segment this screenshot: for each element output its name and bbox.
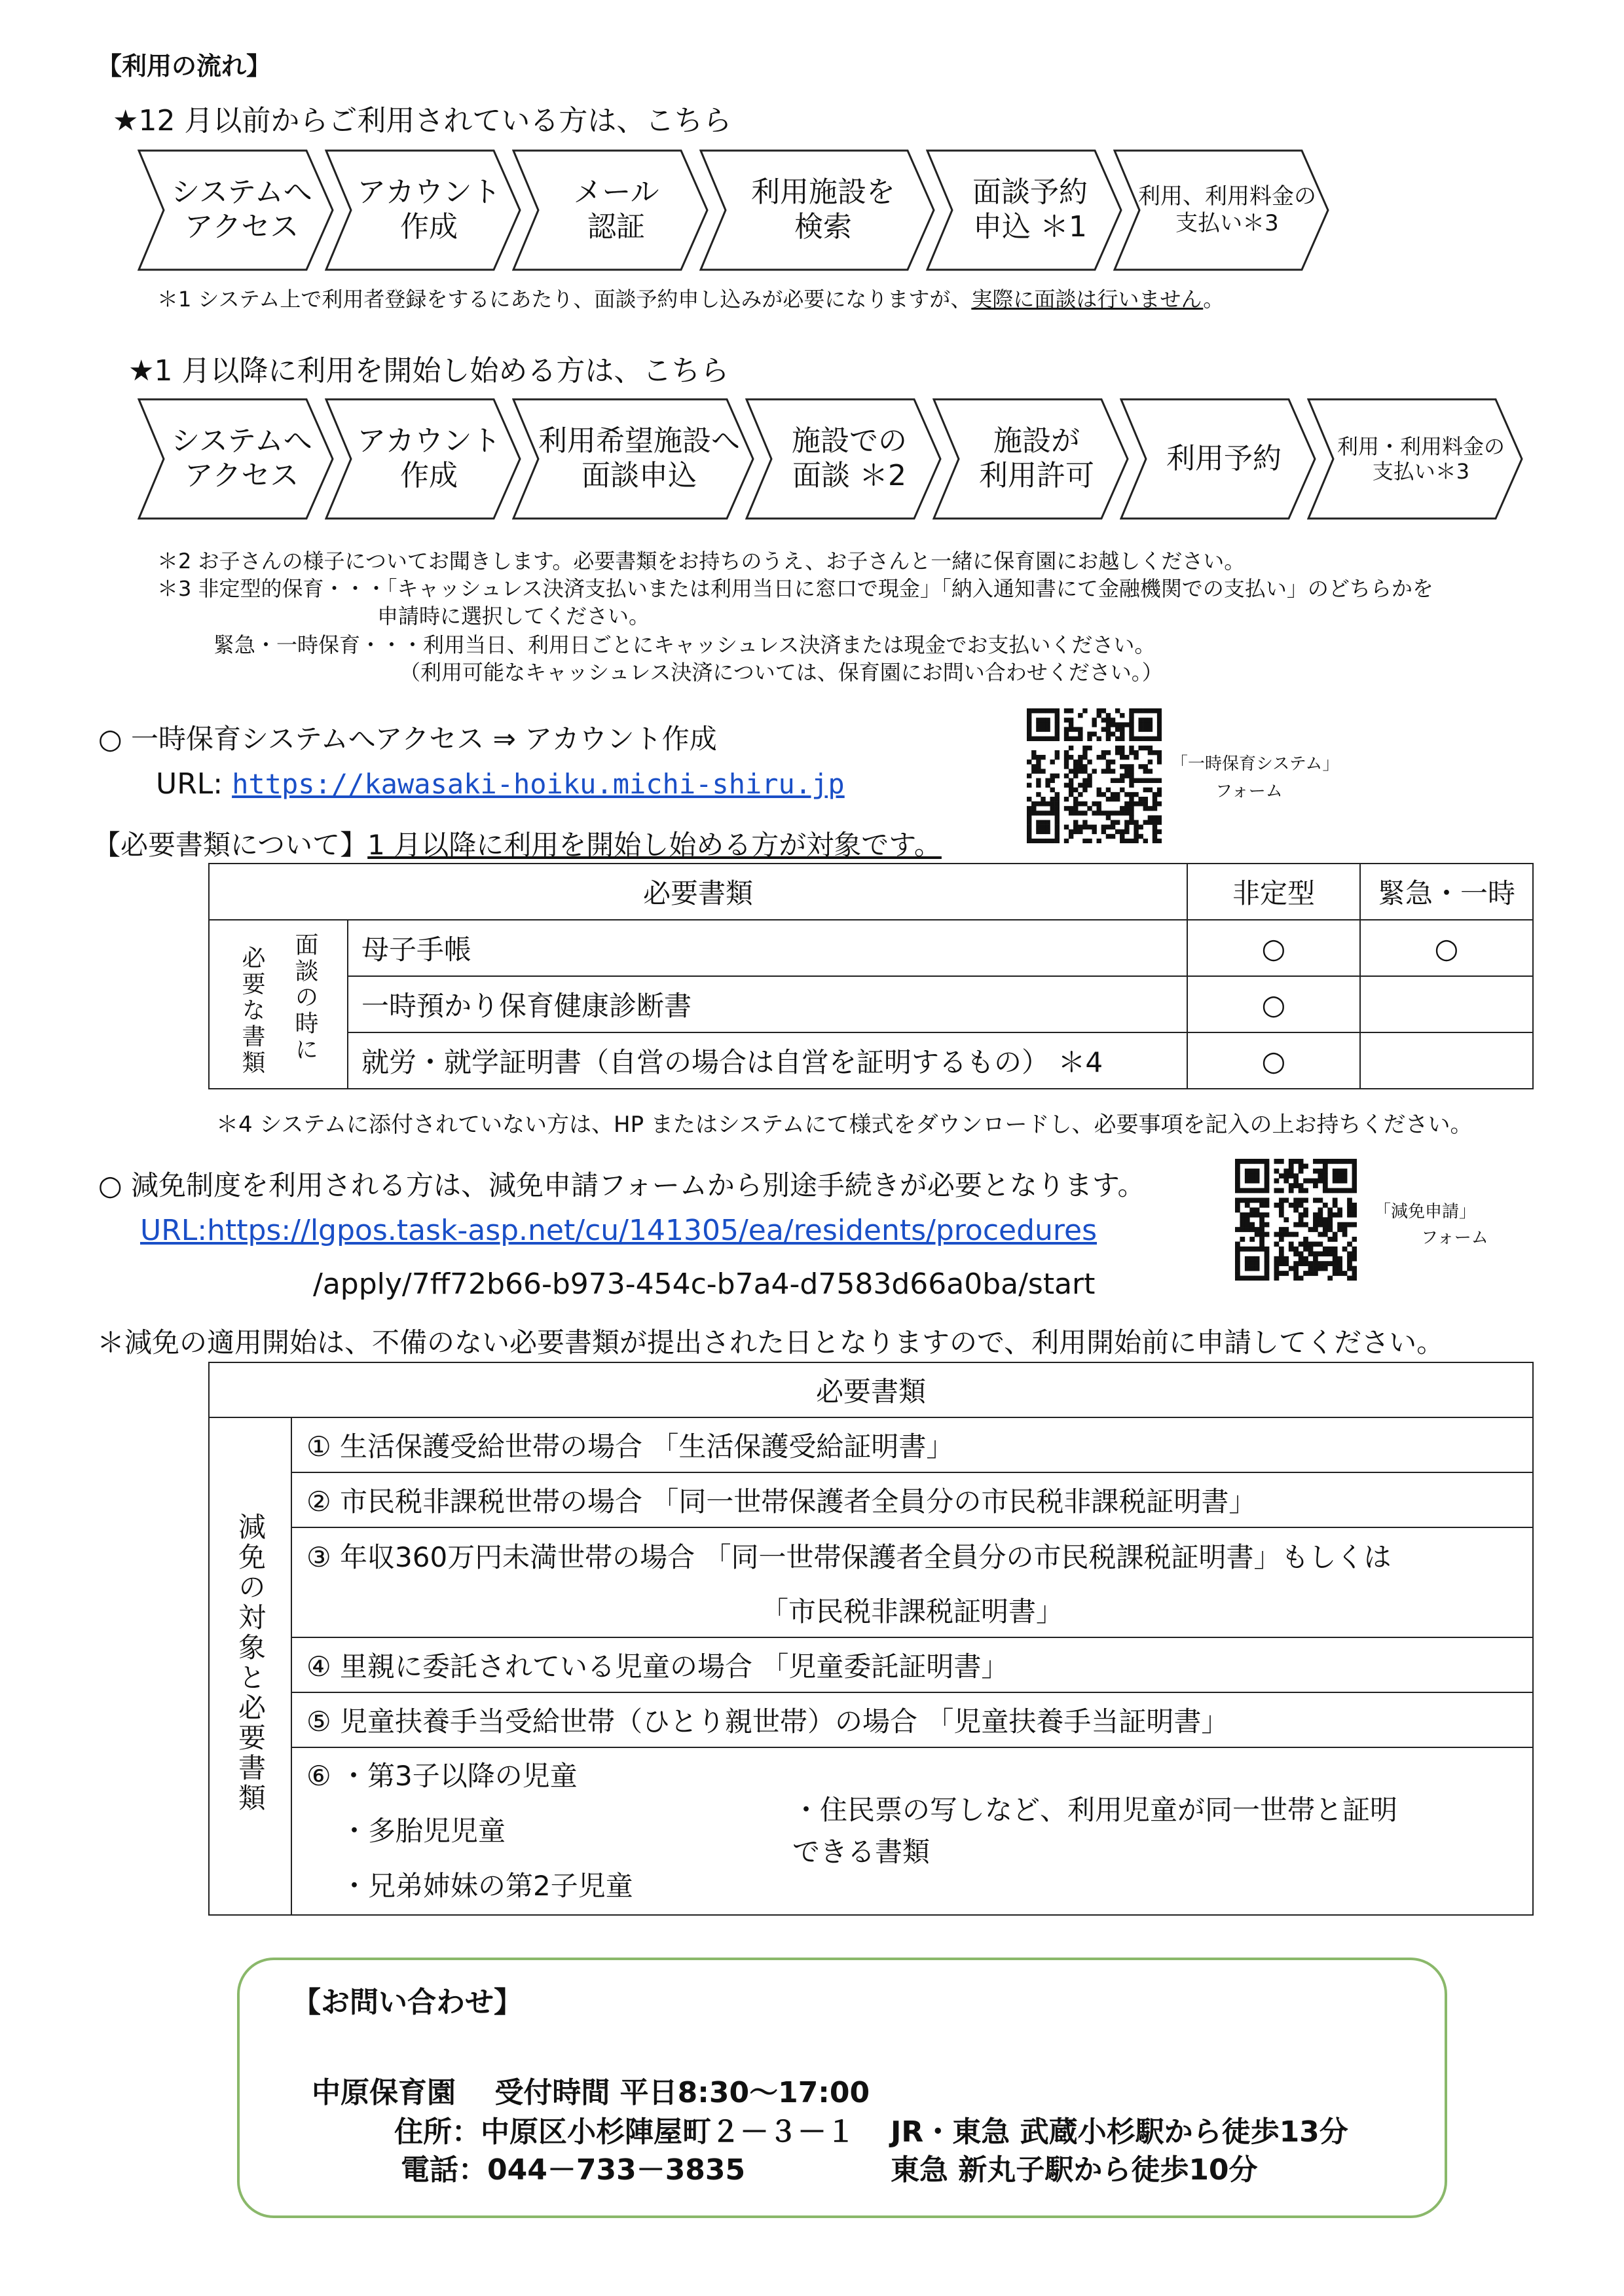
flow2-step-label: アカウント 作成 <box>357 424 501 492</box>
reduction-row6-item: ⑥ ・第3子以降の児童 <box>306 1760 578 1792</box>
note-3: ＊3 非定型的保育・・・「キャッシュレス決済支払いまたは利用当日に窓口で現金」「納入通知書にて金融機関での支払い」のどちらかを <box>157 576 1433 601</box>
flow2-step-label: 利用希望施設へ 面談申込 <box>538 424 740 492</box>
contact-access-2: 東急 新丸子駅から徒歩10分 <box>891 2153 1258 2187</box>
flow2-title: ★1 月以降に利用を開始し始める方は、こちら <box>128 354 729 388</box>
flow2-step-label: 利用・利用料金の 支払い＊3 <box>1337 433 1505 484</box>
reduction-table <box>208 1362 1534 1916</box>
reduction-row: ② 市民税非課税世帯の場合 「同一世帯保護者全員分の市民税非課税証明書」 <box>291 1472 1533 1527</box>
contact-access-1: JR・東急 武蔵小杉駅から徒歩13分 <box>891 2115 1348 2149</box>
contact-name: 中原保育園 受付時間 平日8:30～17:00 <box>312 2076 870 2109</box>
reduction-row6-docs <box>792 1747 1533 1915</box>
flow1-step <box>1113 149 1329 271</box>
contact-title: 【お問い合わせ】 <box>292 1986 523 2019</box>
docs-row-name: 就労・就学証明書（自営の場合は自営を証明するもの） ＊4 <box>348 1032 1187 1089</box>
access-url-row: URL: https://kawasaki-hoiku.michi-shiru.jp <box>156 767 845 801</box>
reduction-row6-doc: ・住民票の写しなど、利用児童が同一世帯と証明 <box>792 1794 1398 1826</box>
docs-row-b: ○ <box>1360 920 1533 976</box>
qr1-caption-1: 「一時保育システム」 <box>1171 754 1340 774</box>
reduction-row: ⑤ 児童扶養手当受給世帯（ひとり親世帯）の場合 「児童扶養手当証明書」 <box>291 1692 1533 1747</box>
docs-row-a: ○ <box>1187 920 1360 976</box>
note-emergency: 緊急・一時保育・・・利用当日、利用日ごとにキャッシュレス決済または現金でお支払いください。 <box>213 632 1156 657</box>
reduction-row6-doc: できる書類 <box>792 1836 931 1868</box>
system-qr-code[interactable] <box>1027 708 1162 843</box>
flow1-step-label: 面談予約 申込 ＊1 <box>972 175 1088 244</box>
reduction-qr-code[interactable] <box>1235 1159 1357 1281</box>
reduction-row-cont: 「市民税非課税証明書」 <box>291 1582 1533 1637</box>
note-2: ＊2 お子さんの様子についてお聞きします。必要書類をお持ちのうえ、お子さんと一緒に保育園にお越しください。 <box>157 549 1246 574</box>
reduction-row6-item: ・兄弟姉妹の第2子児童 <box>341 1870 633 1902</box>
docs-row-b <box>1360 976 1533 1032</box>
flow2-step <box>1307 398 1523 520</box>
access-line: ○ 一時保育システムへアクセス ⇒ アカウント作成 <box>98 723 717 755</box>
docs-side-label <box>209 920 348 1089</box>
docs-row-b <box>1360 1032 1533 1089</box>
contact-phone: 電話：044－733－3835 <box>401 2153 746 2187</box>
docs-heading: 【必要書類について】1 月以降に利用を開始し始める方が対象です。 <box>93 829 942 861</box>
reduction-side-label <box>209 1417 291 1915</box>
docs-col-b: 緊急・一時 <box>1360 864 1533 920</box>
flow1-chevrons <box>138 149 1329 274</box>
contact-address: 住所：中原区小杉陣屋町２－３－１ <box>394 2115 855 2149</box>
note-cashless: （利用可能なキャッシュレス決済については、保育園にお問い合わせください。） <box>399 660 1163 685</box>
docs-row-name: 一時預かり保育健康診断書 <box>348 976 1187 1032</box>
docs-side-label-2: 面談の時に <box>291 932 318 1063</box>
docs-col-main: 必要書類 <box>209 864 1187 920</box>
reduction-line: ○ 減免制度を利用される方は、減免申請フォームから別途手続きが必要となります。 <box>98 1169 1145 1201</box>
flow2-step-label: 利用予約 <box>1166 441 1282 475</box>
flow1-step <box>325 149 521 271</box>
flow1-step <box>138 149 334 271</box>
flow2-step <box>325 398 521 520</box>
reduction-side-text: 減免の対象と必要書類 <box>234 1512 267 1813</box>
reduction-note: ＊減免の適用開始は、不備のない必要書類が提出された日となりますので、利用開始前に申請してください。 <box>97 1326 1445 1358</box>
required-docs-table <box>208 863 1534 1089</box>
flow1-step <box>512 149 709 271</box>
flow2-step-label: 施設が 利用許可 <box>979 424 1094 492</box>
flow1-step <box>699 149 935 271</box>
qr1-caption-2: フォーム <box>1215 782 1283 801</box>
flow2-step <box>745 398 942 520</box>
flow2-step-label: システムへ アクセス <box>171 424 312 492</box>
reduction-url-cont: /apply/7ff72b66-b973-454c-b7a4-d7583d66a0ba/start <box>313 1267 1096 1301</box>
docs-row-name: 母子手帳 <box>348 920 1187 976</box>
qr2-caption-2: フォーム <box>1421 1228 1488 1248</box>
section-heading: 【利用の流れ】 <box>97 52 272 81</box>
flow2-chevrons <box>138 398 1513 522</box>
flow1-step-label: 利用施設を 検索 <box>751 175 895 244</box>
qr2-caption-1: 「減免申請」 <box>1374 1202 1477 1222</box>
docs-row-a: ○ <box>1187 1032 1360 1089</box>
flow2-step <box>932 398 1129 520</box>
flow1-step <box>926 149 1122 271</box>
reduction-row: ④ 里親に委託されている児童の場合 「児童委託証明書」 <box>291 1637 1533 1692</box>
flow2-step-label: 施設での 面談 ＊2 <box>792 424 907 492</box>
reduction-row6-item: ・多胎児児童 <box>341 1815 506 1847</box>
flow1-title: ★12 月以前からご利用されている方は、こちら <box>113 104 732 137</box>
reduction-row: ① 生活保護受給世帯の場合 「生活保護受給証明書」 <box>291 1417 1533 1472</box>
reduction-row6-items <box>291 1747 792 1915</box>
note-3-cont: 申請時に選択してください。 <box>377 604 650 629</box>
docs-col-a: 非定型 <box>1187 864 1360 920</box>
flow1-note: ＊1 システム上で利用者登録をするにあたり、面談予約申し込みが必要になりますが、実際に面談は行いません。 <box>157 287 1225 312</box>
docs-note-4: ＊4 システムに添付されていない方は、HP またはシステムにて様式をダウンロードし、必要事項を記入の上お持ちください。 <box>216 1112 1473 1138</box>
reduction-table-header: 必要書類 <box>209 1362 1533 1417</box>
docs-row-a: ○ <box>1187 976 1360 1032</box>
flow2-step <box>138 398 334 520</box>
docs-side-label-1: 必要な書類 <box>238 945 265 1076</box>
reduction-row: ③ 年収360万円未満世帯の場合 「同一世帯保護者全員分の市民税課税証明書」もしくは <box>291 1527 1533 1582</box>
system-url-link[interactable]: https://kawasaki-hoiku.michi-shiru.jp <box>232 768 845 800</box>
flow1-step-label: アカウント 作成 <box>357 175 501 244</box>
flow2-step <box>512 398 754 520</box>
flow1-step-label: システムへ アクセス <box>171 175 312 244</box>
flow2-step <box>1120 398 1316 520</box>
flow1-step-label: 利用、利用料金の 支払い＊3 <box>1138 183 1316 236</box>
reduction-url-link[interactable]: URL:https://lgpos.task-asp.net/cu/141305/ea/residents/procedures <box>140 1214 1098 1247</box>
flow1-step-label: メール 認証 <box>573 175 659 244</box>
